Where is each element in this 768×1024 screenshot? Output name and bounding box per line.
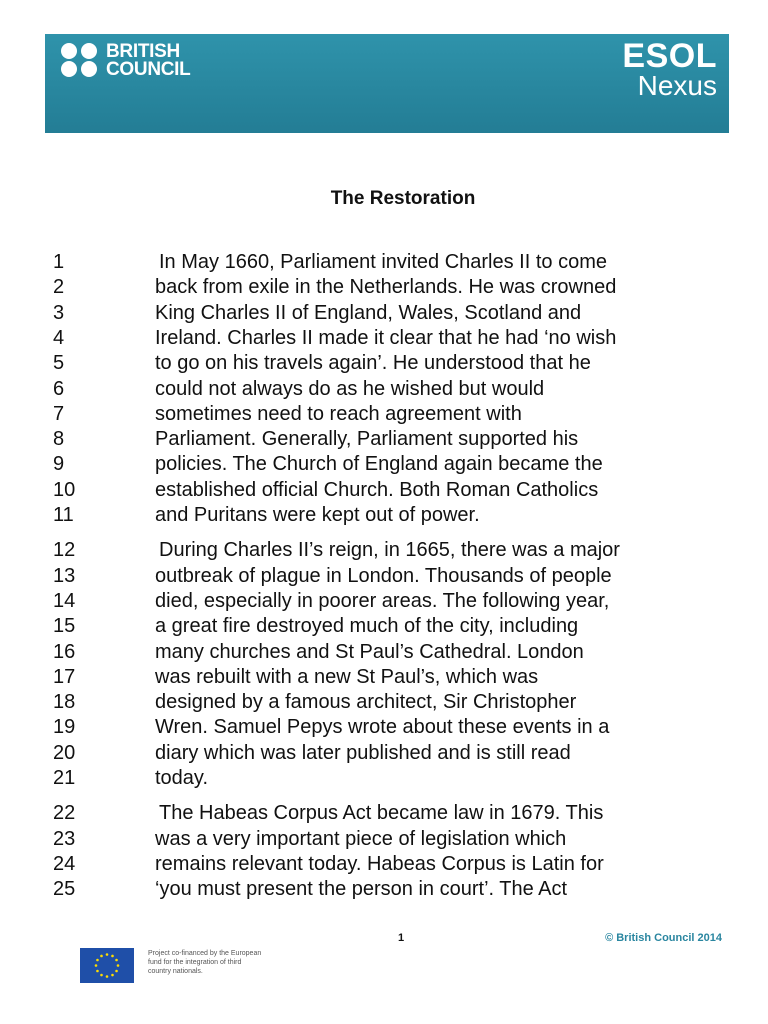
line-number: 3 [53,301,65,324]
line-number: 6 [53,377,65,400]
text-line [0,402,768,427]
page-number: 1 [398,932,405,944]
text-line [0,690,768,715]
eu-star [95,964,98,967]
line-number: 18 [53,691,76,714]
line-number: 11 [53,504,74,526]
eu-note-line-1: Project co-financed by the European [148,950,262,957]
line-number: 21 [53,767,76,789]
eu-star [115,959,118,962]
eu-star [106,975,109,978]
eu-star [100,955,103,958]
line-text: During Charles II’s reign, in 1665, there was a major [159,539,620,562]
line-text: Parliament. Generally, Parliament supported his [155,428,579,451]
brand-line-2: COUNCIL [106,59,191,80]
eu-note-line-3: country nationals. [148,968,203,975]
line-text: today. [155,767,208,789]
text-line [0,275,768,300]
line-text: a great fire destroyed much of the city, including [155,615,579,638]
british-council-dots-icon [61,43,102,78]
header-banner [45,34,729,133]
text-line [0,665,768,690]
product-line-2: Nexus [637,70,717,101]
text-line [0,503,768,528]
text-line [0,766,768,791]
text-line [0,250,768,275]
text-line [0,877,768,902]
line-text: Ireland. Charles II made it clear that he had ‘no wish [155,326,617,349]
text-line [0,377,768,402]
line-text: designed by a famous architect, Sir Christopher [155,691,577,714]
line-number: 17 [53,665,76,688]
line-text: and Puritans were kept out of power. [155,504,480,526]
line-number: 23 [53,827,76,850]
text-line [0,478,768,503]
line-number: 8 [53,428,65,451]
line-text: ‘you must present the person in court’. The Act [155,878,568,901]
eu-star [115,970,118,973]
text-line [0,427,768,452]
line-text: policies. The Church of England again became the [155,453,603,476]
text-line [0,326,768,351]
line-number: 2 [53,276,65,299]
line-number: 7 [53,402,65,425]
line-text: back from exile in the Netherlands. He was crowned [155,276,617,299]
document-title: The Restoration [330,188,476,209]
line-text: Wren. Samuel Pepys wrote about these events in a [155,716,610,739]
text-line [0,741,768,766]
line-text: many churches and St Paul’s Cathedral. London [155,640,584,663]
line-text: remains relevant today. Habeas Corpus is Latin for [155,852,604,875]
line-number: 25 [53,878,76,901]
line-number: 15 [53,615,76,638]
eu-flag-icon [80,948,134,983]
text-line [0,715,768,740]
line-number: 9 [53,453,65,476]
brand-line-1: BRITISH [106,41,180,62]
eu-star [100,974,103,977]
line-text: sometimes need to reach agreement with [155,402,522,425]
line-text: established official Church. Both Roman Catholics [155,478,599,501]
line-number: 19 [53,716,76,739]
text-line [0,827,768,852]
eu-star [106,953,109,956]
line-number: 13 [53,564,76,587]
line-number: 14 [53,589,76,612]
line-number: 22 [53,802,76,825]
text-line [0,452,768,477]
line-text: King Charles II of England, Wales, Scotland and [155,301,582,324]
line-text: could not always do as he wished but would [155,377,545,400]
text-line [0,614,768,639]
eu-star [117,964,120,967]
copyright-notice: © British Council 2014 [605,932,722,944]
eu-note-line-2: fund for the integration of third [148,959,242,966]
line-text: was a very important piece of legislation which [155,827,567,850]
text-line [0,801,768,826]
line-text: In May 1660, Parliament invited Charles II to come [159,251,607,273]
line-number: 1 [53,251,65,273]
line-number: 4 [53,326,65,349]
text-line [0,564,768,589]
eu-star [111,974,114,977]
line-number: 12 [53,539,76,562]
line-number: 16 [53,640,76,663]
text-line [0,538,768,563]
line-text: to go on his travels again’. He understood that he [155,352,591,375]
line-text: was rebuilt with a new St Paul’s, which was [155,665,539,688]
line-number: 24 [53,852,76,875]
product-line-1: ESOL [622,37,717,75]
text-line [0,640,768,665]
eu-funding-note [148,949,298,976]
line-text: diary which was later published and is still read [155,741,571,764]
eu-star [111,955,114,958]
text-line [0,351,768,376]
line-text: died, especially in poorer areas. The following year, [155,589,610,612]
text-line [0,852,768,877]
esol-nexus-logo [622,37,717,101]
british-council-logo [61,43,190,79]
line-text: outbreak of plague in London. Thousands of people [155,564,612,587]
line-text: The Habeas Corpus Act became law in 1679. This [159,802,604,825]
line-number: 20 [53,741,76,764]
text-line [0,589,768,614]
line-number: 5 [53,352,65,375]
eu-star [96,959,99,962]
text-line [0,301,768,326]
line-number: 10 [53,478,76,501]
eu-star [96,970,99,973]
